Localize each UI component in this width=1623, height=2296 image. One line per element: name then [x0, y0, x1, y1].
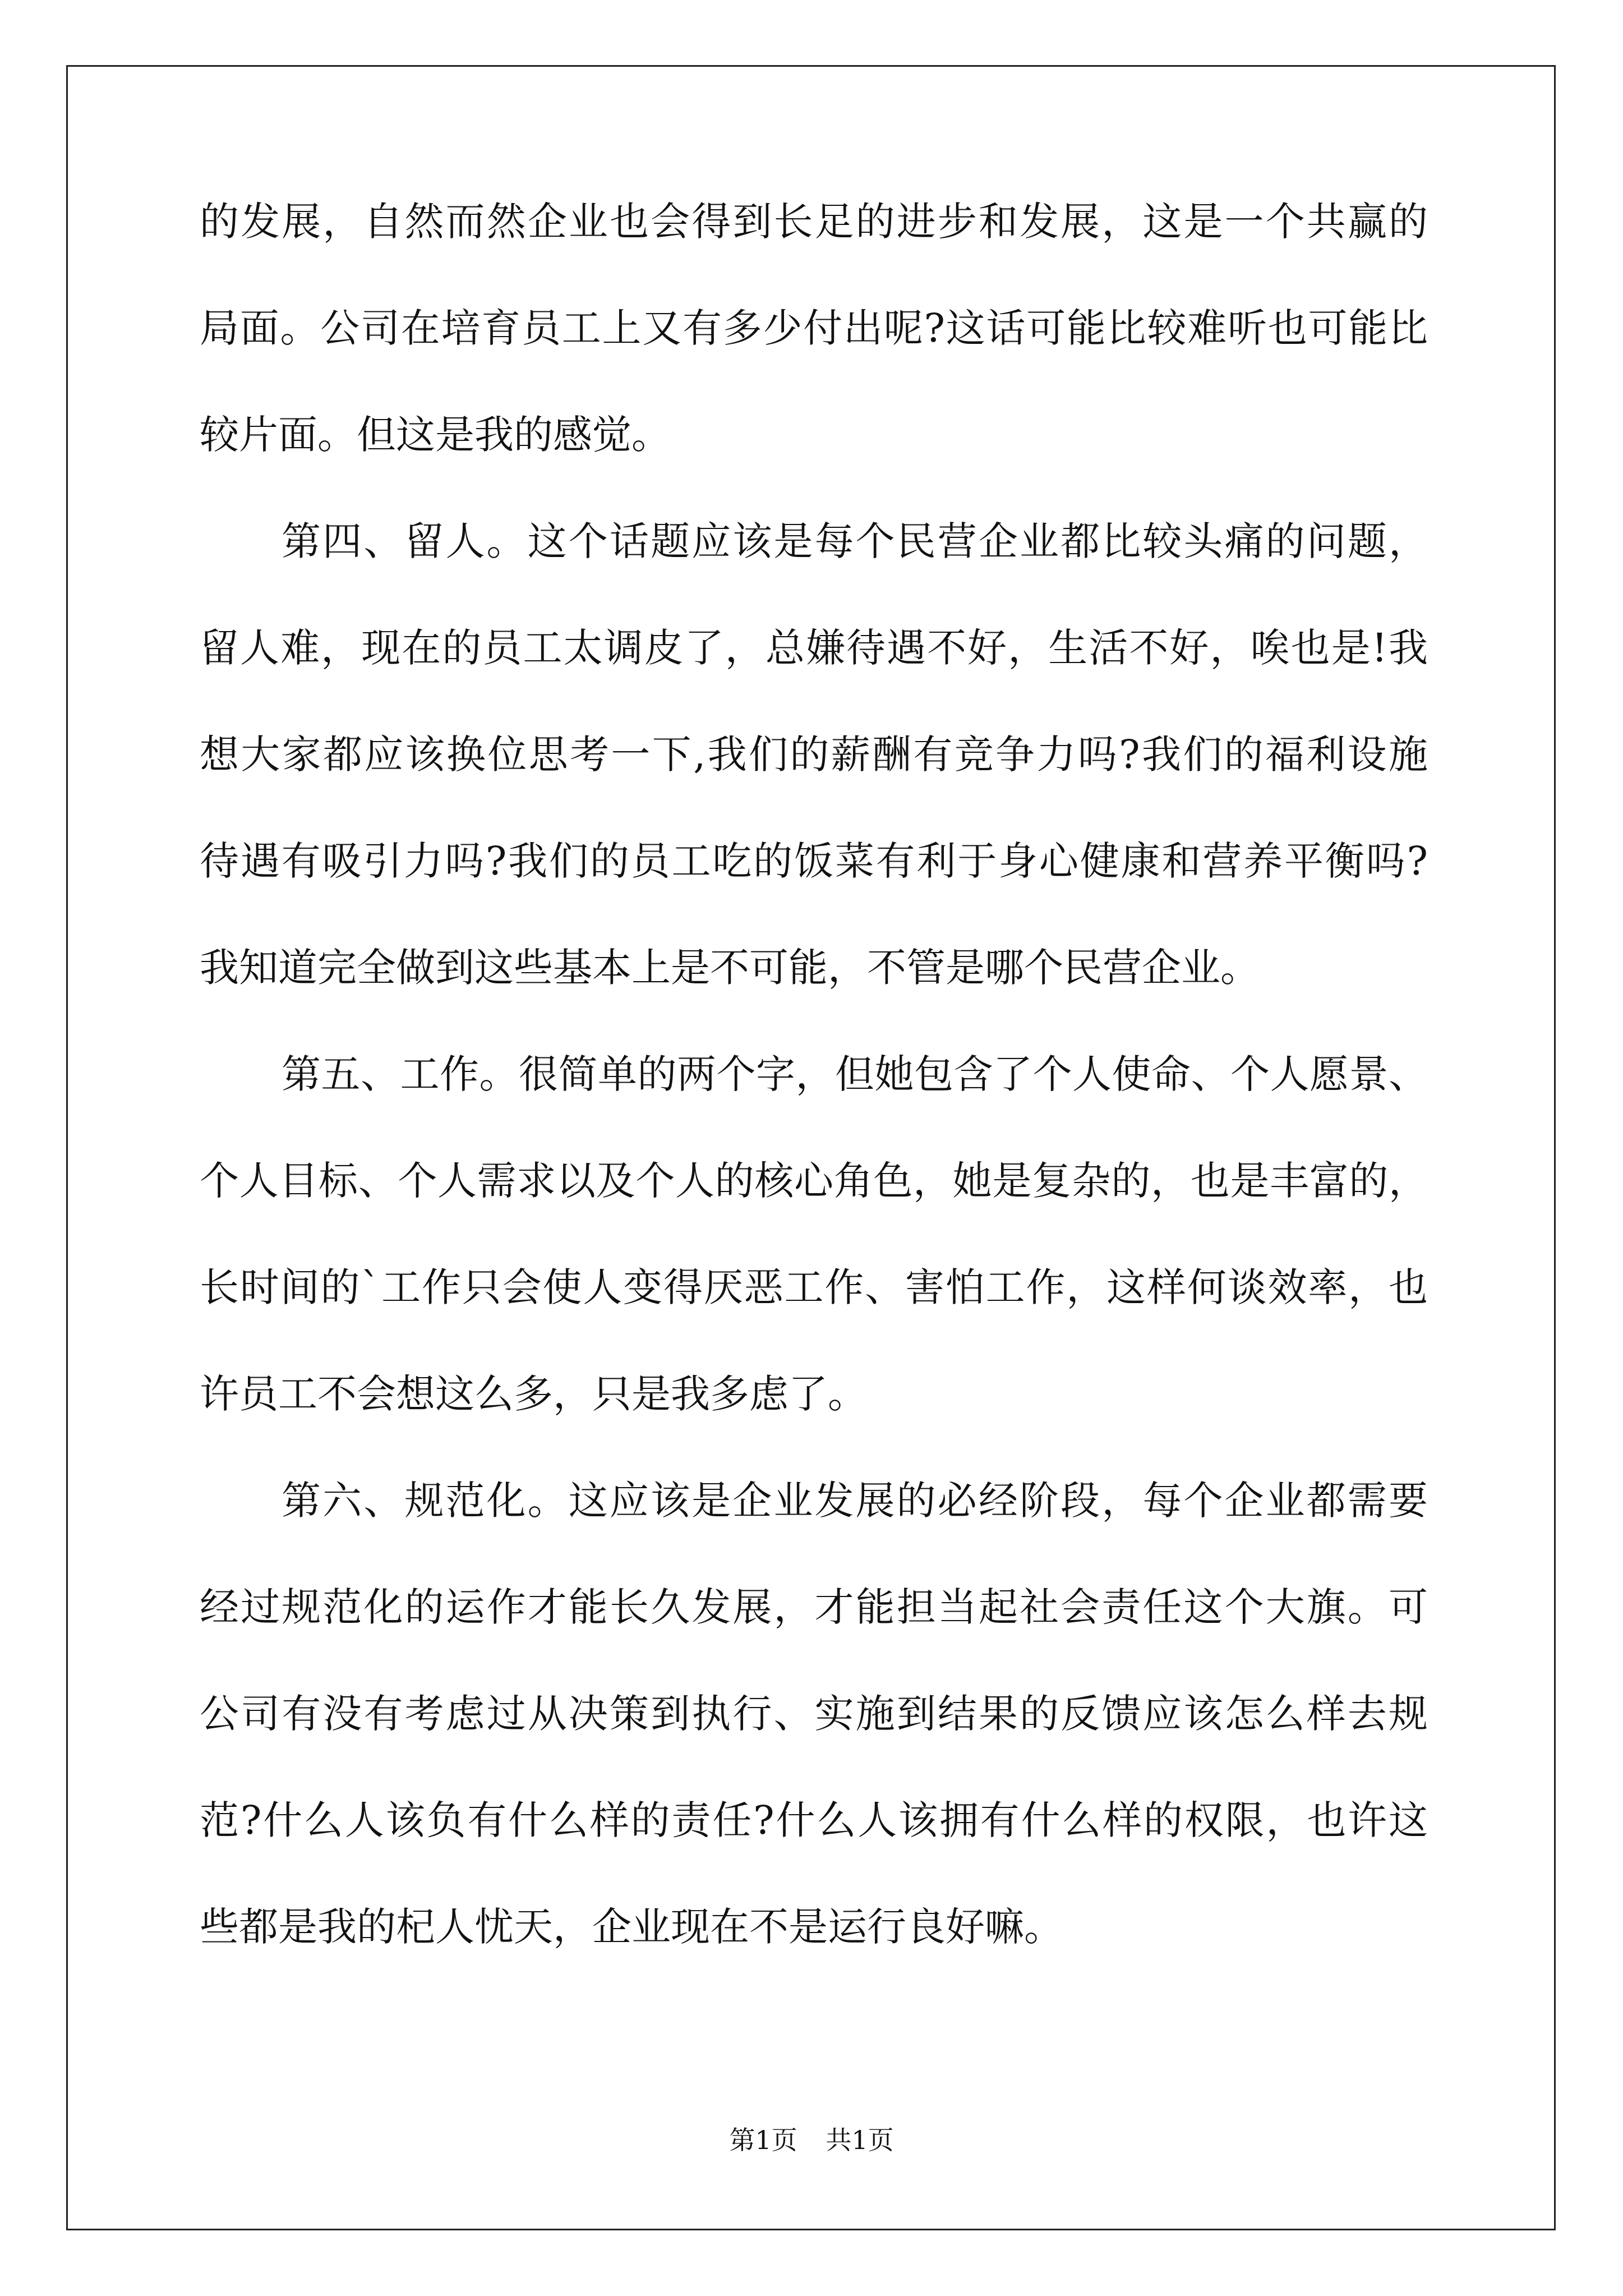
- document-body: [200, 199, 1428, 2014]
- text-line: 些都是我的杞人忧天，企业现在不是运行良好嘛。: [200, 1904, 1063, 1950]
- page-number: 第1页: [729, 2125, 797, 2155]
- text-line: 许员工不会想这么多，只是我多虑了。: [200, 1371, 867, 1417]
- page-total: 共1页: [826, 2125, 894, 2155]
- text-line: 经过规范化的运作才能长久发展，才能担当起社会责任这个大旗。可: [200, 1584, 1428, 1630]
- text-line: 较片面。但这是我的感觉。: [200, 412, 671, 458]
- text-line: 第五、工作。很简单的两个字，但她包含了个人使命、个人愿景、: [282, 1051, 1428, 1097]
- page-footer: [0, 2126, 1623, 2154]
- text-line: 第六、规范化。这应该是企业发展的必经阶段，每个企业都需要: [282, 1478, 1428, 1524]
- text-line: 局面。公司在培育员工上又有多少付出呢?这话可能比较难听也可能比: [200, 305, 1428, 351]
- text-line: 个人目标、个人需求以及个人的核心角色，她是复杂的，也是丰富的，: [200, 1158, 1428, 1204]
- text-line: 的发展，自然而然企业也会得到长足的进步和发展，这是一个共赢的: [200, 199, 1428, 245]
- text-line: 待遇有吸引力吗?我们的员工吃的饭菜有利于身心健康和营养平衡吗?: [200, 838, 1428, 884]
- text-line: 第四、留人。这个话题应该是每个民营企业都比较头痛的问题，: [282, 518, 1428, 564]
- text-line: 我知道完全做到这些基本上是不可能，不管是哪个民营企业。: [200, 945, 1260, 991]
- text-line: 想大家都应该换位思考一下,我们的薪酬有竞争力吗?我们的福利设施: [200, 731, 1428, 777]
- text-line: 长时间的`工作只会使人变得厌恶工作、害怕工作，这样何谈效率，也: [200, 1264, 1428, 1310]
- text-line: 范?什么人该负有什么样的责任?什么人该拥有什么样的权限，也许这: [200, 1797, 1428, 1843]
- text-line: 公司有没有考虑过从决策到执行、实施到结果的反馈应该怎么样去规: [200, 1691, 1428, 1737]
- text-line: 留人难，现在的员工太调皮了，总嫌待遇不好，生活不好，唉也是!我: [200, 625, 1428, 671]
